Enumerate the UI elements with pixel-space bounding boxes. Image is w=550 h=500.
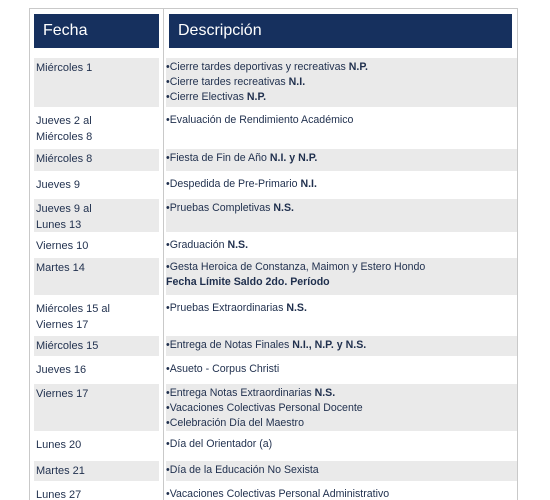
description-item: [166, 487, 516, 500]
bullet-icon: •: [166, 178, 170, 190]
item-text: Cierre Electivas: [169, 91, 247, 104]
description-item: [166, 75, 516, 90]
description-item: [166, 260, 516, 275]
row-items: [166, 437, 516, 452]
description-item: [166, 437, 516, 452]
header-descripcion: Descripción: [169, 14, 512, 48]
row-date: Miércoles 15: [36, 340, 99, 352]
description-item: [166, 90, 516, 105]
calendar-rows: [0, 56, 550, 500]
bullet-icon: •: [166, 417, 170, 430]
bullet-icon: •: [166, 91, 170, 104]
table-row: [0, 334, 550, 358]
bullet-icon: •: [166, 202, 170, 214]
item-text: Fecha Límite Saldo 2do. Período: [166, 276, 330, 289]
row-date: Jueves 9 al Lunes 13: [36, 203, 92, 231]
bullet-icon: •: [166, 152, 170, 164]
item-text: Vacaciones Colectivas Personal Docente: [169, 402, 363, 415]
table-row: [0, 234, 550, 256]
item-text: Pruebas Extraordinarias: [169, 302, 287, 314]
bullet-icon: •: [166, 239, 170, 251]
row-date: Lunes 27: [36, 489, 82, 500]
bullet-icon: •: [166, 488, 170, 500]
bullet-icon: •: [166, 438, 170, 450]
description-item: [166, 416, 516, 431]
bullet-icon: •: [166, 402, 170, 415]
table-row: [0, 483, 550, 500]
item-text: Celebración Día del Maestro: [169, 417, 304, 430]
level-tag: N.S.: [273, 202, 294, 214]
level-tag: N.I., N.P. y N.S.: [292, 339, 367, 351]
level-tag: N.I.: [288, 76, 306, 89]
description-item: [166, 401, 516, 416]
row-date: Miércoles 1: [36, 62, 93, 74]
table-row: [0, 297, 550, 334]
item-text: Fiesta de Fin de Año: [169, 152, 270, 164]
item-text: Asueto - Corpus Christi: [169, 363, 280, 375]
table-row: [0, 256, 550, 297]
table-row: [0, 197, 550, 234]
description-item: [166, 60, 516, 75]
level-tag: N.P.: [246, 91, 267, 104]
level-tag: N.S.: [314, 387, 336, 399]
row-date: Miércoles 15 al Viernes 17: [36, 303, 110, 331]
row-items: [166, 386, 516, 432]
description-item: [166, 113, 516, 128]
row-date: Lunes 20: [36, 439, 82, 451]
table-row: [0, 56, 550, 109]
item-text: Pruebas Completivas: [169, 202, 274, 214]
item-text: Cierre tardes deportivas y recreativas: [169, 61, 349, 73]
row-date: Viernes 17: [36, 388, 89, 400]
bullet-icon: •: [166, 261, 170, 273]
description-item: [166, 201, 516, 216]
description-item: [166, 151, 516, 166]
item-text: Graduación: [169, 239, 228, 251]
item-text: Entrega de Notas Finales: [169, 339, 293, 351]
table-row: [0, 173, 550, 197]
row-items: [166, 60, 516, 106]
row-items: [166, 238, 516, 253]
item-text: Gesta Heroica de Constanza, Maimon y Estero Hondo: [169, 261, 426, 273]
row-items: [166, 113, 516, 128]
bullet-icon: •: [166, 387, 170, 399]
row-date: Viernes 10: [36, 240, 89, 252]
table-row: [0, 433, 550, 459]
row-items: [166, 177, 516, 192]
level-tag: N.I.: [300, 178, 317, 190]
row-items: [166, 487, 516, 500]
row-items: [166, 463, 516, 478]
table-row: [0, 382, 550, 433]
level-tag: N.I. y N.P.: [269, 152, 318, 164]
description-item: [166, 338, 516, 353]
description-item: [166, 238, 516, 253]
row-items: [166, 338, 516, 353]
description-item: [166, 362, 516, 377]
row-date: Jueves 16: [36, 364, 87, 376]
item-text: Vacaciones Colectivas Personal Administrativo: [169, 488, 390, 500]
item-text: Día del Orientador (a): [169, 438, 273, 450]
table-row: [0, 109, 550, 147]
item-text: Día de la Educación No Sexista: [169, 464, 319, 476]
bullet-icon: •: [166, 363, 170, 375]
bullet-icon: •: [166, 61, 170, 73]
item-text: Entrega Notas Extraordinarias: [169, 387, 315, 399]
row-items: [166, 151, 516, 166]
bullet-icon: •: [166, 302, 170, 314]
row-date: Martes 14: [36, 262, 85, 274]
level-tag: N.S.: [227, 239, 249, 251]
row-date: Jueves 9: [36, 179, 81, 191]
bullet-icon: •: [166, 464, 170, 476]
bullet-icon: •: [166, 114, 170, 126]
item-text: Evaluación de Rendimiento Académico: [169, 114, 354, 126]
row-items: [166, 301, 516, 316]
bullet-icon: •: [166, 76, 170, 89]
row-items: [166, 201, 516, 216]
description-item: [166, 386, 516, 401]
row-items: [166, 260, 516, 290]
description-item: [166, 301, 516, 316]
table-top-border: [29, 8, 518, 9]
description-item: [166, 275, 516, 290]
level-tag: N.P.: [348, 61, 368, 73]
table-row: [0, 147, 550, 173]
item-text: Cierre tardes recreativas: [169, 76, 289, 89]
description-item: [166, 463, 516, 478]
description-item: [166, 177, 516, 192]
row-items: [166, 362, 516, 377]
row-date: Jueves 2 al Miércoles 8: [36, 115, 93, 143]
row-date: Miércoles 8: [36, 153, 93, 165]
level-tag: N.S.: [286, 302, 307, 314]
header-fecha: Fecha: [34, 14, 159, 48]
table-row: [0, 459, 550, 483]
row-date: Martes 21: [36, 465, 85, 477]
item-text: Despedida de Pre-Primario: [169, 178, 301, 190]
table-row: [0, 358, 550, 382]
bullet-icon: •: [166, 339, 170, 351]
